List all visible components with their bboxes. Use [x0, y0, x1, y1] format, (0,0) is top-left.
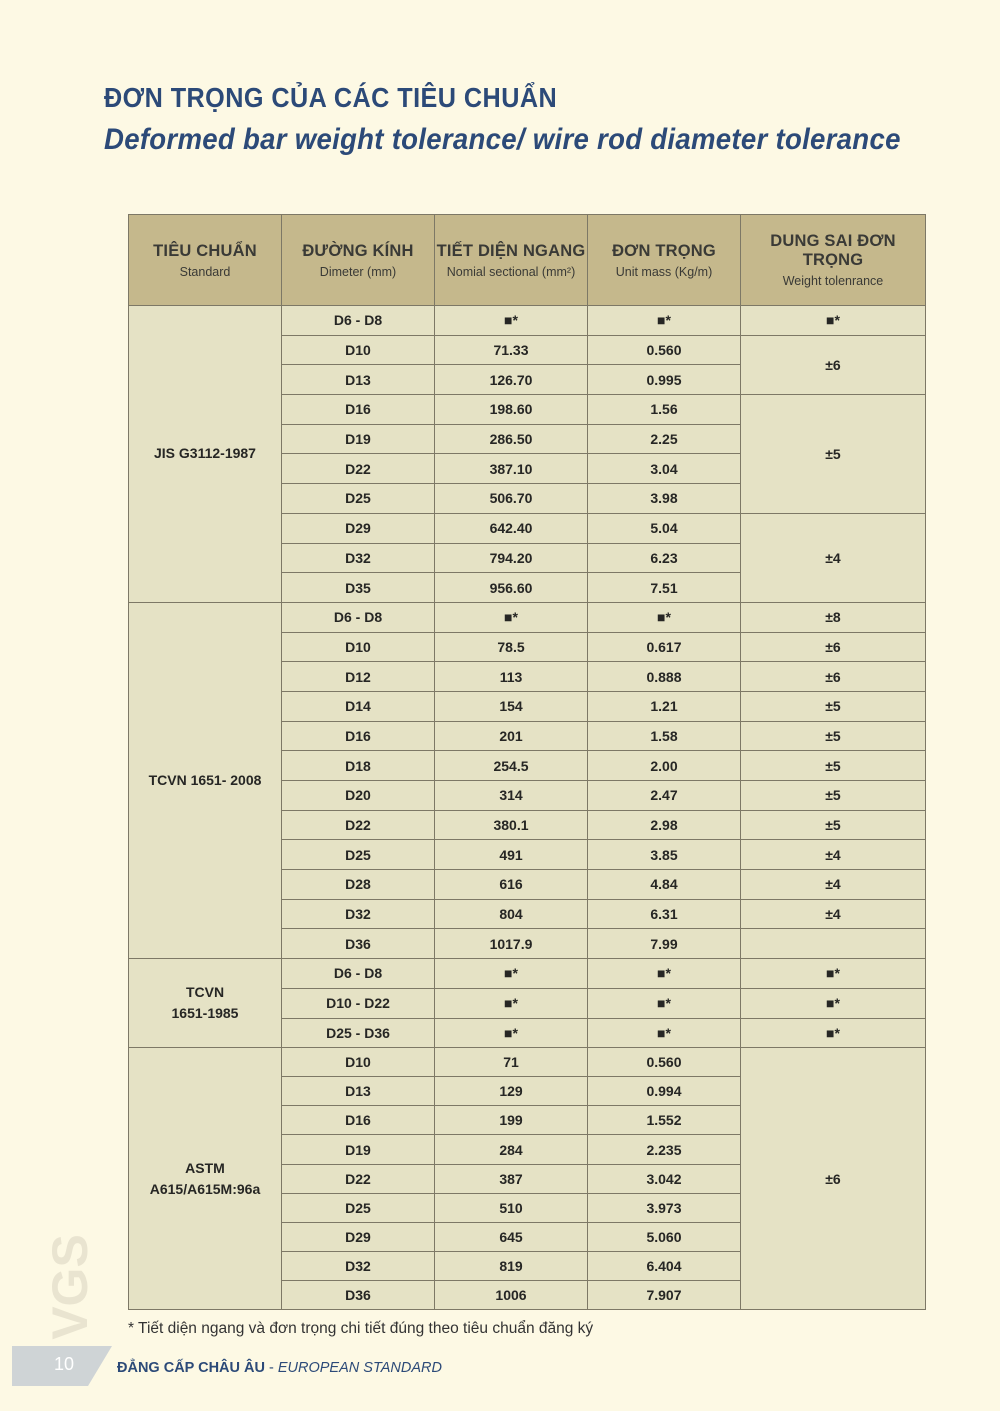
cell-section: 616 — [435, 870, 588, 900]
cell-mass: 0.995 — [588, 365, 741, 395]
cell-tolerance: ±4 — [741, 840, 926, 870]
page-number: 10 — [53, 1354, 75, 1374]
cell-tolerance: ■* — [741, 988, 926, 1018]
cell-standard: ASTM A615/A615M:96a — [129, 1048, 282, 1310]
cell-section: 794.20 — [435, 543, 588, 573]
cell-mass: 1.58 — [588, 721, 741, 751]
cell-diameter: D25 — [282, 840, 435, 870]
cell-mass: 5.04 — [588, 513, 741, 543]
cell-diameter: D35 — [282, 573, 435, 603]
cell-diameter: D25 — [282, 484, 435, 514]
cell-tolerance: ±4 — [741, 513, 926, 602]
cell-section: ■* — [435, 1018, 588, 1048]
cell-mass: 4.84 — [588, 870, 741, 900]
cell-tolerance: ±5 — [741, 751, 926, 781]
cell-mass: 3.042 — [588, 1164, 741, 1193]
cell-mass: 2.25 — [588, 424, 741, 454]
cell-section: ■* — [435, 602, 588, 632]
cell-section: 284 — [435, 1135, 588, 1164]
footnote: * Tiết diện ngang và đơn trọng chi tiết đúng theo tiêu chuẩn đăng ký — [128, 1320, 594, 1337]
cell-mass: ■* — [588, 988, 741, 1018]
cell-tolerance: ■* — [741, 306, 926, 336]
cell-tolerance: ±5 — [741, 395, 926, 514]
cell-diameter: D10 — [282, 632, 435, 662]
cell-section: ■* — [435, 959, 588, 989]
cell-mass: 1.21 — [588, 691, 741, 721]
cell-section: 819 — [435, 1251, 588, 1280]
cell-diameter: D32 — [282, 543, 435, 573]
cell-section: 956.60 — [435, 573, 588, 603]
cell-section: 380.1 — [435, 810, 588, 840]
cell-diameter: D16 — [282, 395, 435, 425]
cell-mass: 1.56 — [588, 395, 741, 425]
slogan-vietnamese: ĐẲNG CẤP CHÂU ÂU — [117, 1360, 265, 1376]
cell-mass: 0.560 — [588, 335, 741, 365]
cell-mass: ■* — [588, 306, 741, 336]
cell-section: 254.5 — [435, 751, 588, 781]
cell-section: 314 — [435, 781, 588, 811]
cell-mass: 3.973 — [588, 1193, 741, 1222]
cell-section: 286.50 — [435, 424, 588, 454]
cell-mass: 0.888 — [588, 662, 741, 692]
cell-mass: ■* — [588, 959, 741, 989]
cell-diameter: D36 — [282, 1280, 435, 1309]
cell-section: 78.5 — [435, 632, 588, 662]
cell-section: 198.60 — [435, 395, 588, 425]
cell-section: 506.70 — [435, 484, 588, 514]
table-row — [129, 1048, 926, 1077]
cell-diameter: D32 — [282, 1251, 435, 1280]
cell-diameter: D16 — [282, 1106, 435, 1135]
cell-section: 129 — [435, 1077, 588, 1106]
cell-section: 126.70 — [435, 365, 588, 395]
cell-section: 804 — [435, 899, 588, 929]
cell-diameter: D13 — [282, 1077, 435, 1106]
cell-mass: 6.404 — [588, 1251, 741, 1280]
cell-section: 71 — [435, 1048, 588, 1077]
svg-text:VGS: VGS — [42, 1234, 98, 1340]
cell-diameter: D25 — [282, 1193, 435, 1222]
cell-diameter: D29 — [282, 513, 435, 543]
cell-standard: TCVN 1651-1985 — [129, 959, 282, 1048]
cell-diameter: D20 — [282, 781, 435, 811]
cell-mass: 3.98 — [588, 484, 741, 514]
slogan-english: EUROPEAN STANDARD — [277, 1360, 442, 1376]
cell-section: 1006 — [435, 1280, 588, 1309]
cell-mass: 3.04 — [588, 454, 741, 484]
cell-tolerance: ±6 — [741, 662, 926, 692]
cell-mass: 2.98 — [588, 810, 741, 840]
table-body — [129, 306, 926, 1310]
cell-mass: 1.552 — [588, 1106, 741, 1135]
slogan-separator: - — [264, 1360, 278, 1376]
cell-diameter: D22 — [282, 1164, 435, 1193]
cell-mass: 2.47 — [588, 781, 741, 811]
table-row — [129, 602, 926, 632]
cell-diameter: D16 — [282, 721, 435, 751]
cell-diameter: D22 — [282, 454, 435, 484]
cell-mass: 6.23 — [588, 543, 741, 573]
cell-diameter: D6 - D8 — [282, 306, 435, 336]
cell-mass: 7.907 — [588, 1280, 741, 1309]
cell-mass: 6.31 — [588, 899, 741, 929]
cell-mass: 0.994 — [588, 1077, 741, 1106]
table-row — [129, 306, 926, 336]
cell-diameter: D6 - D8 — [282, 602, 435, 632]
cell-tolerance: ±4 — [741, 870, 926, 900]
vgs-logo — [42, 1234, 98, 1340]
cell-section: 491 — [435, 840, 588, 870]
cell-section: ■* — [435, 988, 588, 1018]
cell-tolerance: ■* — [741, 959, 926, 989]
cell-diameter: D18 — [282, 751, 435, 781]
cell-diameter: D6 - D8 — [282, 959, 435, 989]
cell-diameter: D13 — [282, 365, 435, 395]
cell-section: 201 — [435, 721, 588, 751]
cell-diameter: D10 — [282, 335, 435, 365]
cell-tolerance: ±6 — [741, 632, 926, 662]
cell-diameter: D29 — [282, 1222, 435, 1251]
header-mass: ĐƠN TRỌNG Unit mass (Kg/m) — [588, 215, 741, 306]
cell-tolerance: ±5 — [741, 691, 926, 721]
cell-standard: TCVN 1651- 2008 — [129, 602, 282, 958]
cell-tolerance: ±5 — [741, 810, 926, 840]
cell-mass: 2.235 — [588, 1135, 741, 1164]
cell-mass: 5.060 — [588, 1222, 741, 1251]
cell-mass: 0.560 — [588, 1048, 741, 1077]
cell-section: 387.10 — [435, 454, 588, 484]
cell-mass: ■* — [588, 602, 741, 632]
cell-tolerance: ±4 — [741, 899, 926, 929]
cell-diameter: D10 — [282, 1048, 435, 1077]
header-tolerance: DUNG SAI ĐƠN TRỌNG Weight tolenrance — [741, 215, 926, 306]
cell-tolerance: ±6 — [741, 335, 926, 394]
header-diameter: ĐƯỜNG KÍNH Dimeter (mm) — [282, 215, 435, 306]
cell-standard: JIS G3112-1987 — [129, 306, 282, 603]
cell-diameter: D22 — [282, 810, 435, 840]
cell-section: 510 — [435, 1193, 588, 1222]
cell-tolerance — [741, 929, 926, 959]
title-english: Deformed bar weight tolerance/ wire rod diameter tolerance — [104, 123, 901, 156]
cell-mass: 3.85 — [588, 840, 741, 870]
cell-section: 387 — [435, 1164, 588, 1193]
cell-section: 1017.9 — [435, 929, 588, 959]
cell-diameter: D10 - D22 — [282, 988, 435, 1018]
cell-diameter: D25 - D36 — [282, 1018, 435, 1048]
cell-mass: ■* — [588, 1018, 741, 1048]
cell-mass: 0.617 — [588, 632, 741, 662]
cell-tolerance: ±8 — [741, 602, 926, 632]
title-vietnamese: ĐƠN TRỌNG CỦA CÁC TIÊU CHUẨN — [104, 82, 558, 113]
cell-tolerance: ±5 — [741, 721, 926, 751]
cell-section: 154 — [435, 691, 588, 721]
cell-mass: 7.99 — [588, 929, 741, 959]
tolerance-table — [128, 214, 926, 1310]
cell-diameter: D28 — [282, 870, 435, 900]
header-standard: TIÊU CHUẨN Standard — [129, 215, 282, 306]
cell-tolerance: ±6 — [741, 1048, 926, 1310]
cell-diameter: D14 — [282, 691, 435, 721]
cell-section: 113 — [435, 662, 588, 692]
cell-diameter: D36 — [282, 929, 435, 959]
cell-mass: 7.51 — [588, 573, 741, 603]
cell-diameter: D12 — [282, 662, 435, 692]
cell-diameter: D19 — [282, 424, 435, 454]
cell-tolerance: ±5 — [741, 781, 926, 811]
cell-section: 71.33 — [435, 335, 588, 365]
table-row — [129, 959, 926, 989]
cell-section: 642.40 — [435, 513, 588, 543]
footer-slogan — [117, 1360, 442, 1376]
cell-diameter: D19 — [282, 1135, 435, 1164]
cell-mass: 2.00 — [588, 751, 741, 781]
cell-tolerance: ■* — [741, 1018, 926, 1048]
cell-section: 645 — [435, 1222, 588, 1251]
cell-diameter: D32 — [282, 899, 435, 929]
cell-section: 199 — [435, 1106, 588, 1135]
cell-section: ■* — [435, 306, 588, 336]
header-section: TIẾT DIỆN NGANG Nomial sectional (mm²) — [435, 215, 588, 306]
